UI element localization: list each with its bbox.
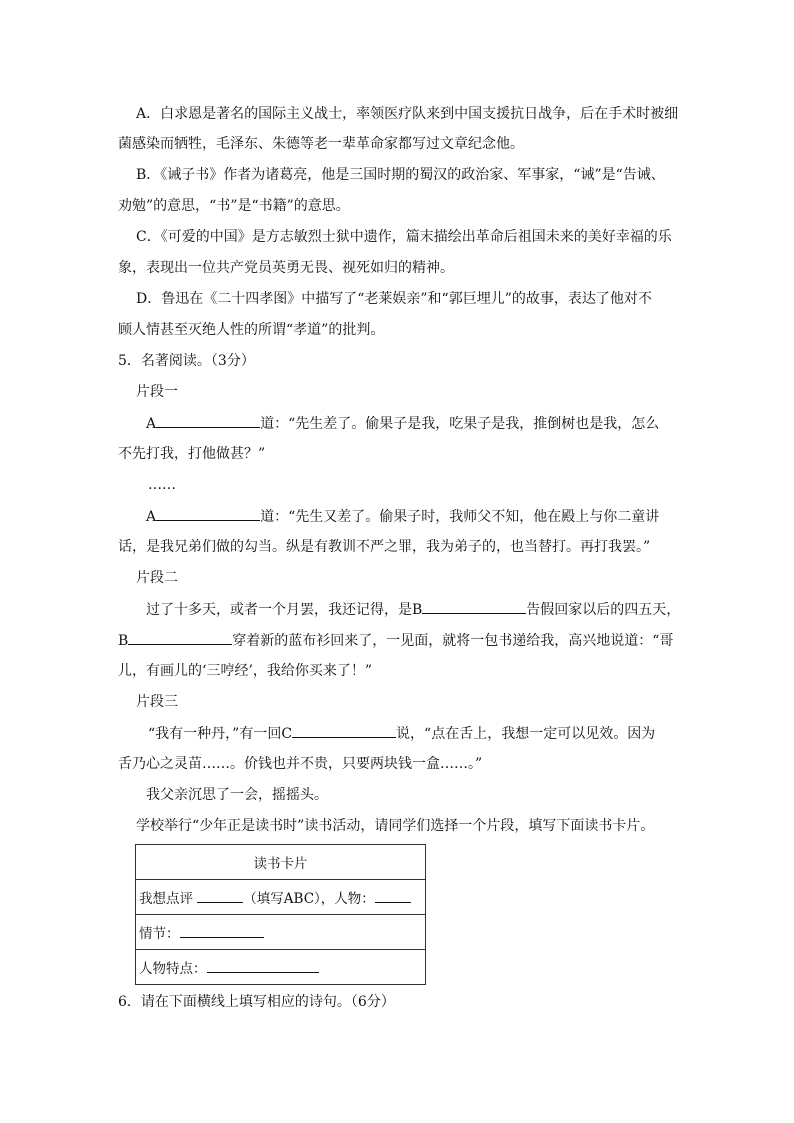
fragment-3-text-a: “我有一种丹，”有一回C (148, 726, 293, 742)
blank-b-letter: B (118, 633, 129, 649)
reading-card-row-plot (136, 915, 426, 950)
blank-b-underline[interactable] (128, 630, 232, 645)
option-d-line-1: D．鲁迅在《二十四孝图》中描写了“老莱娱亲”和“郭巨埋儿”的故事，表达了他对不 (136, 291, 652, 307)
fragment-1-label: 片段一 (136, 384, 178, 400)
fragment-3-line-3: 我父亲沉思了一会，摇摇头。 (146, 787, 328, 803)
option-c-line-2: 象，表现出一位共产党员英勇无畏、视死如归的精神。 (118, 260, 454, 276)
blank-c-underline[interactable] (292, 723, 396, 738)
reading-card (135, 844, 426, 985)
fragment-2-text-b: 告假回家以后的四五天， (526, 602, 681, 618)
fragment-3-text-b: 说，“点在舌上，我想一定可以见效。因为 (396, 726, 656, 742)
character-label: （填写ABC），人物： (243, 891, 375, 907)
fragment-3-line-1 (148, 723, 655, 744)
blank-a-underline[interactable] (156, 506, 260, 521)
choice-blank[interactable] (197, 890, 243, 903)
reading-task-instruction: 学校举行“少年正是读书时”读书活动，请同学们选择一个片段，填写下面读书卡片。 (136, 818, 655, 834)
fragment-2-line-2 (118, 630, 673, 651)
option-c-line-1: C．《可爱的中国》是方志敏烈士狱中遗作，篇末描绘出革命后祖国未来的美好幸福的乐 (136, 229, 672, 245)
blank-a-letter: A (146, 416, 157, 432)
reading-card-row-comment (136, 880, 426, 915)
fragment-2-line-1 (146, 599, 680, 620)
traits-blank[interactable] (207, 960, 319, 973)
option-b-line-2: 劝勉”的意思，“书”是“书籍”的意思。 (118, 198, 350, 214)
fragment-1-para-1-text: 道：“先生差了。偷果子是我，吃果子是我，推倒树也是我，怎么 (260, 416, 660, 432)
traits-label: 人物特点： (139, 961, 207, 977)
reading-card-row-traits (136, 950, 426, 985)
fragment-2-line-3: 儿，有画儿的‘三哼经’，我给你买来了！” (118, 663, 373, 679)
reading-card-title: 读书卡片 (136, 845, 426, 880)
plot-blank[interactable] (180, 925, 264, 938)
fragment-2-text-a: 过了十多天，或者一个月罢，我还记得，是B (146, 602, 423, 618)
plot-label: 情节： (139, 926, 180, 942)
fragment-1-para-1-line-1 (146, 413, 659, 434)
question-5-title: 5．名著阅读。（3分） (118, 353, 255, 369)
blank-a-underline[interactable] (156, 413, 260, 428)
blank-b-underline[interactable] (422, 599, 526, 614)
option-d-line-2: 顾人情甚至灭绝人性的所谓“孝道”的批判。 (118, 322, 385, 338)
fragment-2-label: 片段二 (136, 570, 178, 586)
option-a-line-1: A．白求恩是著名的国际主义战士，率领医疗队来到中国支援抗日战争，后在手术时被细 (136, 106, 679, 122)
fragment-1-ellipsis: …… (148, 477, 176, 493)
blank-a-letter: A (146, 509, 157, 525)
fragment-3-line-2: 舌乃心之灵苗……。价钱也并不贵，只要两块钱一盒……。” (118, 756, 483, 772)
fragment-1-para-1-line-2: 不先打我，打他做甚？” (118, 446, 266, 462)
fragment-3-label: 片段三 (136, 694, 178, 710)
comment-label: 我想点评 (139, 891, 193, 907)
option-b-line-1: B．《诫子书》作者为诸葛亮，他是三国时期的蜀汉的政治家、军事家，“诫”是“告诫、 (136, 167, 665, 183)
fragment-1-para-2-line-2: 话，是我兄弟们做的勾当。纵是有教训不严之罪，我为弟子的，也当替打。再打我罢。” (118, 539, 651, 555)
fragment-1-para-2-text: 道：“先生又差了。偷果子时，我师父不知，他在殿上与你二童讲 (260, 509, 660, 525)
fragment-2-text-c: 穿着新的蓝布衫回来了，一见面，就将一包书递给我，高兴地说道：“哥 (232, 633, 674, 649)
question-6-title: 6．请在下面横线上填写相应的诗句。（6分） (118, 994, 395, 1010)
fragment-1-para-2-line-1 (146, 506, 659, 527)
character-blank[interactable] (375, 890, 411, 903)
option-a-line-2: 菌感染而牺牲，毛泽东、朱德等老一辈革命家都写过文章纪念他。 (118, 136, 524, 152)
